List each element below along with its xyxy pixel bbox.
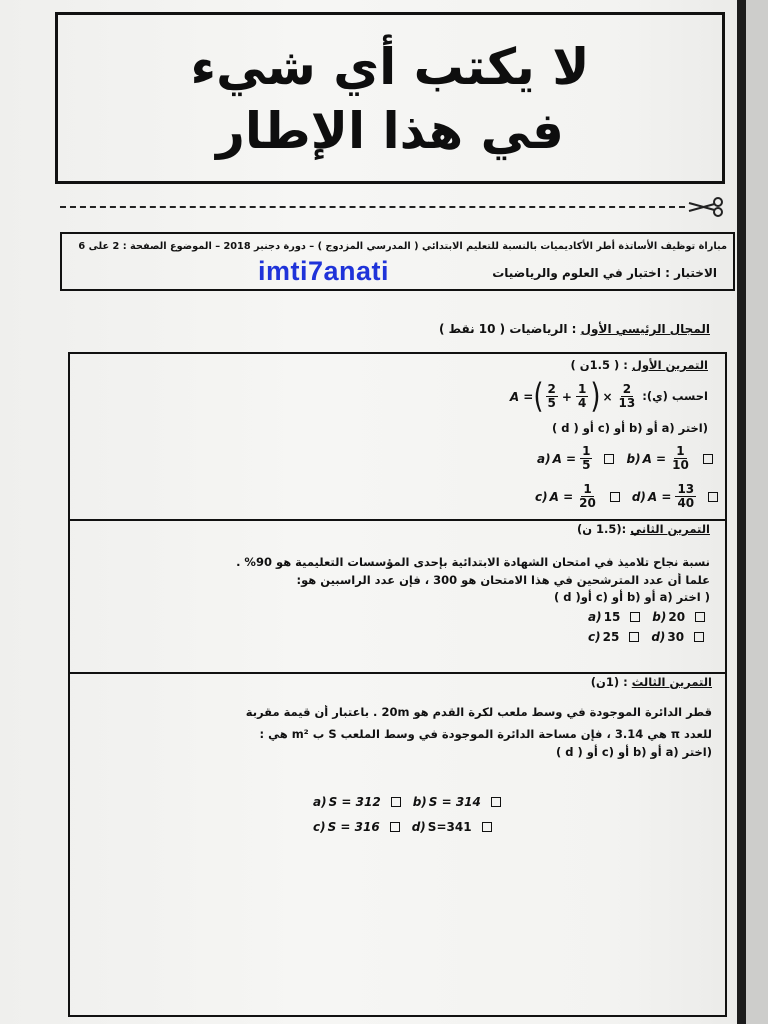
answer-checkbox[interactable]	[629, 632, 639, 642]
option-letter: a)	[313, 795, 327, 809]
option-letter: c)	[313, 820, 326, 834]
exercise-2-statement-line: علما أن عدد المترشحين في هذا الامتحان هو 300 ، فإن عدد الراسبين هو:	[296, 573, 710, 587]
denominator: 5	[547, 396, 556, 410]
cut-dashed-line	[60, 206, 685, 208]
option-b	[652, 610, 705, 624]
option-c	[588, 630, 639, 644]
do-not-write-box	[55, 12, 725, 184]
exercise-3-choose-instruction: (اختر (a أو (b أو (c أو ( d )	[556, 745, 712, 759]
exercise-3-statement-line: قطر الدائرة الموجودة في وسط ملعب لكرة القدم هو 20m . باعتبار أن قيمة مقربة	[245, 705, 712, 719]
times-sign: ×	[602, 389, 613, 404]
denominator: 20	[579, 496, 596, 510]
exercise-2-title	[577, 522, 710, 537]
options-row	[313, 820, 492, 834]
option-b	[413, 795, 501, 809]
section-title-main: المجال الرئيسي الأول	[580, 322, 710, 336]
option-letter: b)	[652, 610, 667, 624]
numerator: 1	[583, 482, 592, 496]
divider	[68, 672, 727, 674]
exercise-title-main: التمرين الثاني	[630, 522, 710, 536]
exercise-3-statement-line: للعدد π هي 3.14 ، فإن مساحة الدائرة الموجودة في وسط الملعب S ب m² هي :	[259, 727, 712, 741]
options-row	[537, 445, 713, 472]
option-a	[537, 445, 614, 472]
option-value: 25	[602, 630, 620, 644]
fraction	[670, 445, 691, 472]
option-lhs: A =	[642, 451, 667, 466]
option-d	[632, 483, 718, 510]
formula	[509, 377, 639, 416]
denominator: 40	[677, 496, 695, 510]
divider	[68, 519, 727, 521]
option-value: 30	[667, 630, 685, 644]
exercise-1-title	[571, 358, 708, 373]
option-d	[412, 820, 492, 834]
option-lhs: A =	[647, 489, 672, 504]
denominator: 4	[577, 396, 587, 410]
scissors-icon	[686, 196, 726, 218]
option-letter: c)	[535, 489, 548, 504]
fraction	[675, 483, 696, 510]
answer-checkbox[interactable]	[630, 612, 640, 622]
option-d	[651, 630, 704, 644]
exercise-title-points: : (1ن)	[590, 675, 632, 689]
exercise-1-prompt: احسب (ي):	[642, 389, 708, 403]
close-paren: )	[590, 377, 601, 416]
numerator: 1	[582, 444, 591, 458]
option-letter: b)	[412, 795, 427, 809]
option-value: S = 314	[428, 795, 481, 809]
answer-checkbox[interactable]	[708, 492, 718, 502]
denominator: 13	[618, 396, 636, 410]
option-b	[626, 445, 712, 472]
answer-checkbox[interactable]	[695, 612, 705, 622]
fraction	[576, 383, 588, 410]
answer-checkbox[interactable]	[390, 822, 400, 832]
answer-checkbox[interactable]	[482, 822, 492, 832]
section-title	[439, 322, 710, 337]
do-not-write-line-1: لا يكتب أي شيء	[190, 38, 590, 96]
fraction	[617, 383, 638, 410]
option-a	[313, 795, 401, 809]
exam-header	[60, 232, 735, 291]
option-value: S = 316	[327, 820, 380, 834]
numerator: 1	[676, 444, 685, 458]
exercise-title-main: التمرين الأول	[631, 358, 708, 372]
header-test-name: الاختبار : اختبار في العلوم والرياضيات	[492, 266, 717, 280]
option-value: 15	[603, 610, 621, 624]
option-letter: a)	[537, 451, 551, 466]
exercise-3-title	[591, 675, 712, 690]
options-row	[588, 610, 705, 624]
photo-background	[746, 0, 768, 1024]
answer-checkbox[interactable]	[703, 454, 713, 464]
numerator: 2	[547, 382, 556, 396]
option-value: S = 312	[328, 795, 381, 809]
option-value: 20	[668, 610, 686, 624]
fraction	[577, 483, 598, 510]
exercise-2-statement-line: نسبة نجاح تلاميذ في امتحان الشهادة الابتدائية بإحدى المؤسسات التعليمية هو 90% .	[236, 555, 710, 569]
answer-checkbox[interactable]	[491, 797, 501, 807]
options-row	[588, 630, 704, 644]
numerator: 1	[577, 382, 587, 396]
open-paren: (	[533, 377, 544, 416]
answer-checkbox[interactable]	[391, 797, 401, 807]
answer-checkbox[interactable]	[694, 632, 704, 642]
option-letter: a)	[588, 610, 602, 624]
option-letter: b)	[626, 451, 641, 466]
option-c	[313, 820, 400, 834]
options-row	[535, 483, 718, 510]
exercise-1-choose-instruction: (اختر (a أو (b أو (c أو ( d )	[552, 421, 708, 435]
option-c	[535, 483, 620, 510]
numerator: 2	[622, 382, 632, 396]
denominator: 10	[672, 458, 689, 472]
do-not-write-line-2: في هذا الإطار	[216, 102, 564, 160]
exercise-title-main: التمرين الثالث	[631, 675, 712, 689]
option-value: S=341	[427, 820, 472, 834]
answer-checkbox[interactable]	[604, 454, 614, 464]
exercise-title-points: : ( 1.5ن )	[570, 358, 632, 372]
exercise-1-prompt-row	[509, 377, 708, 416]
page-edge-shadow	[737, 0, 746, 1024]
option-letter: d)	[411, 820, 426, 834]
formula-lhs: A =	[509, 389, 534, 404]
fraction	[580, 445, 592, 472]
section-title-rest: : الرياضيات ( 10 نقط )	[438, 322, 581, 336]
options-row	[313, 795, 501, 809]
option-letter: d)	[631, 489, 646, 504]
exercise-2-choose-instruction: ( اختر (a أو (b أو (c أو( d )	[553, 590, 710, 604]
option-lhs: A =	[549, 489, 574, 504]
option-letter: c)	[588, 630, 601, 644]
option-letter: d)	[651, 630, 666, 644]
plus-sign: +	[561, 389, 572, 404]
numerator: 13	[677, 482, 695, 496]
header-exam-info: مباراة توظيف الأساتذة أطر الأكاديميات بالنسبة للتعليم الابتدائي ( المدرسي المزدوج ) – دورة دجنبر 2018 – الموضوع الصفحة : 2 على 6	[78, 241, 727, 252]
fraction	[546, 383, 558, 410]
exercise-title-points: :(1.5 ن)	[576, 522, 631, 536]
denominator: 5	[582, 458, 591, 472]
option-a	[588, 610, 640, 624]
answer-checkbox[interactable]	[610, 492, 620, 502]
watermark: imti7anati	[258, 256, 390, 286]
option-lhs: A =	[552, 451, 577, 466]
